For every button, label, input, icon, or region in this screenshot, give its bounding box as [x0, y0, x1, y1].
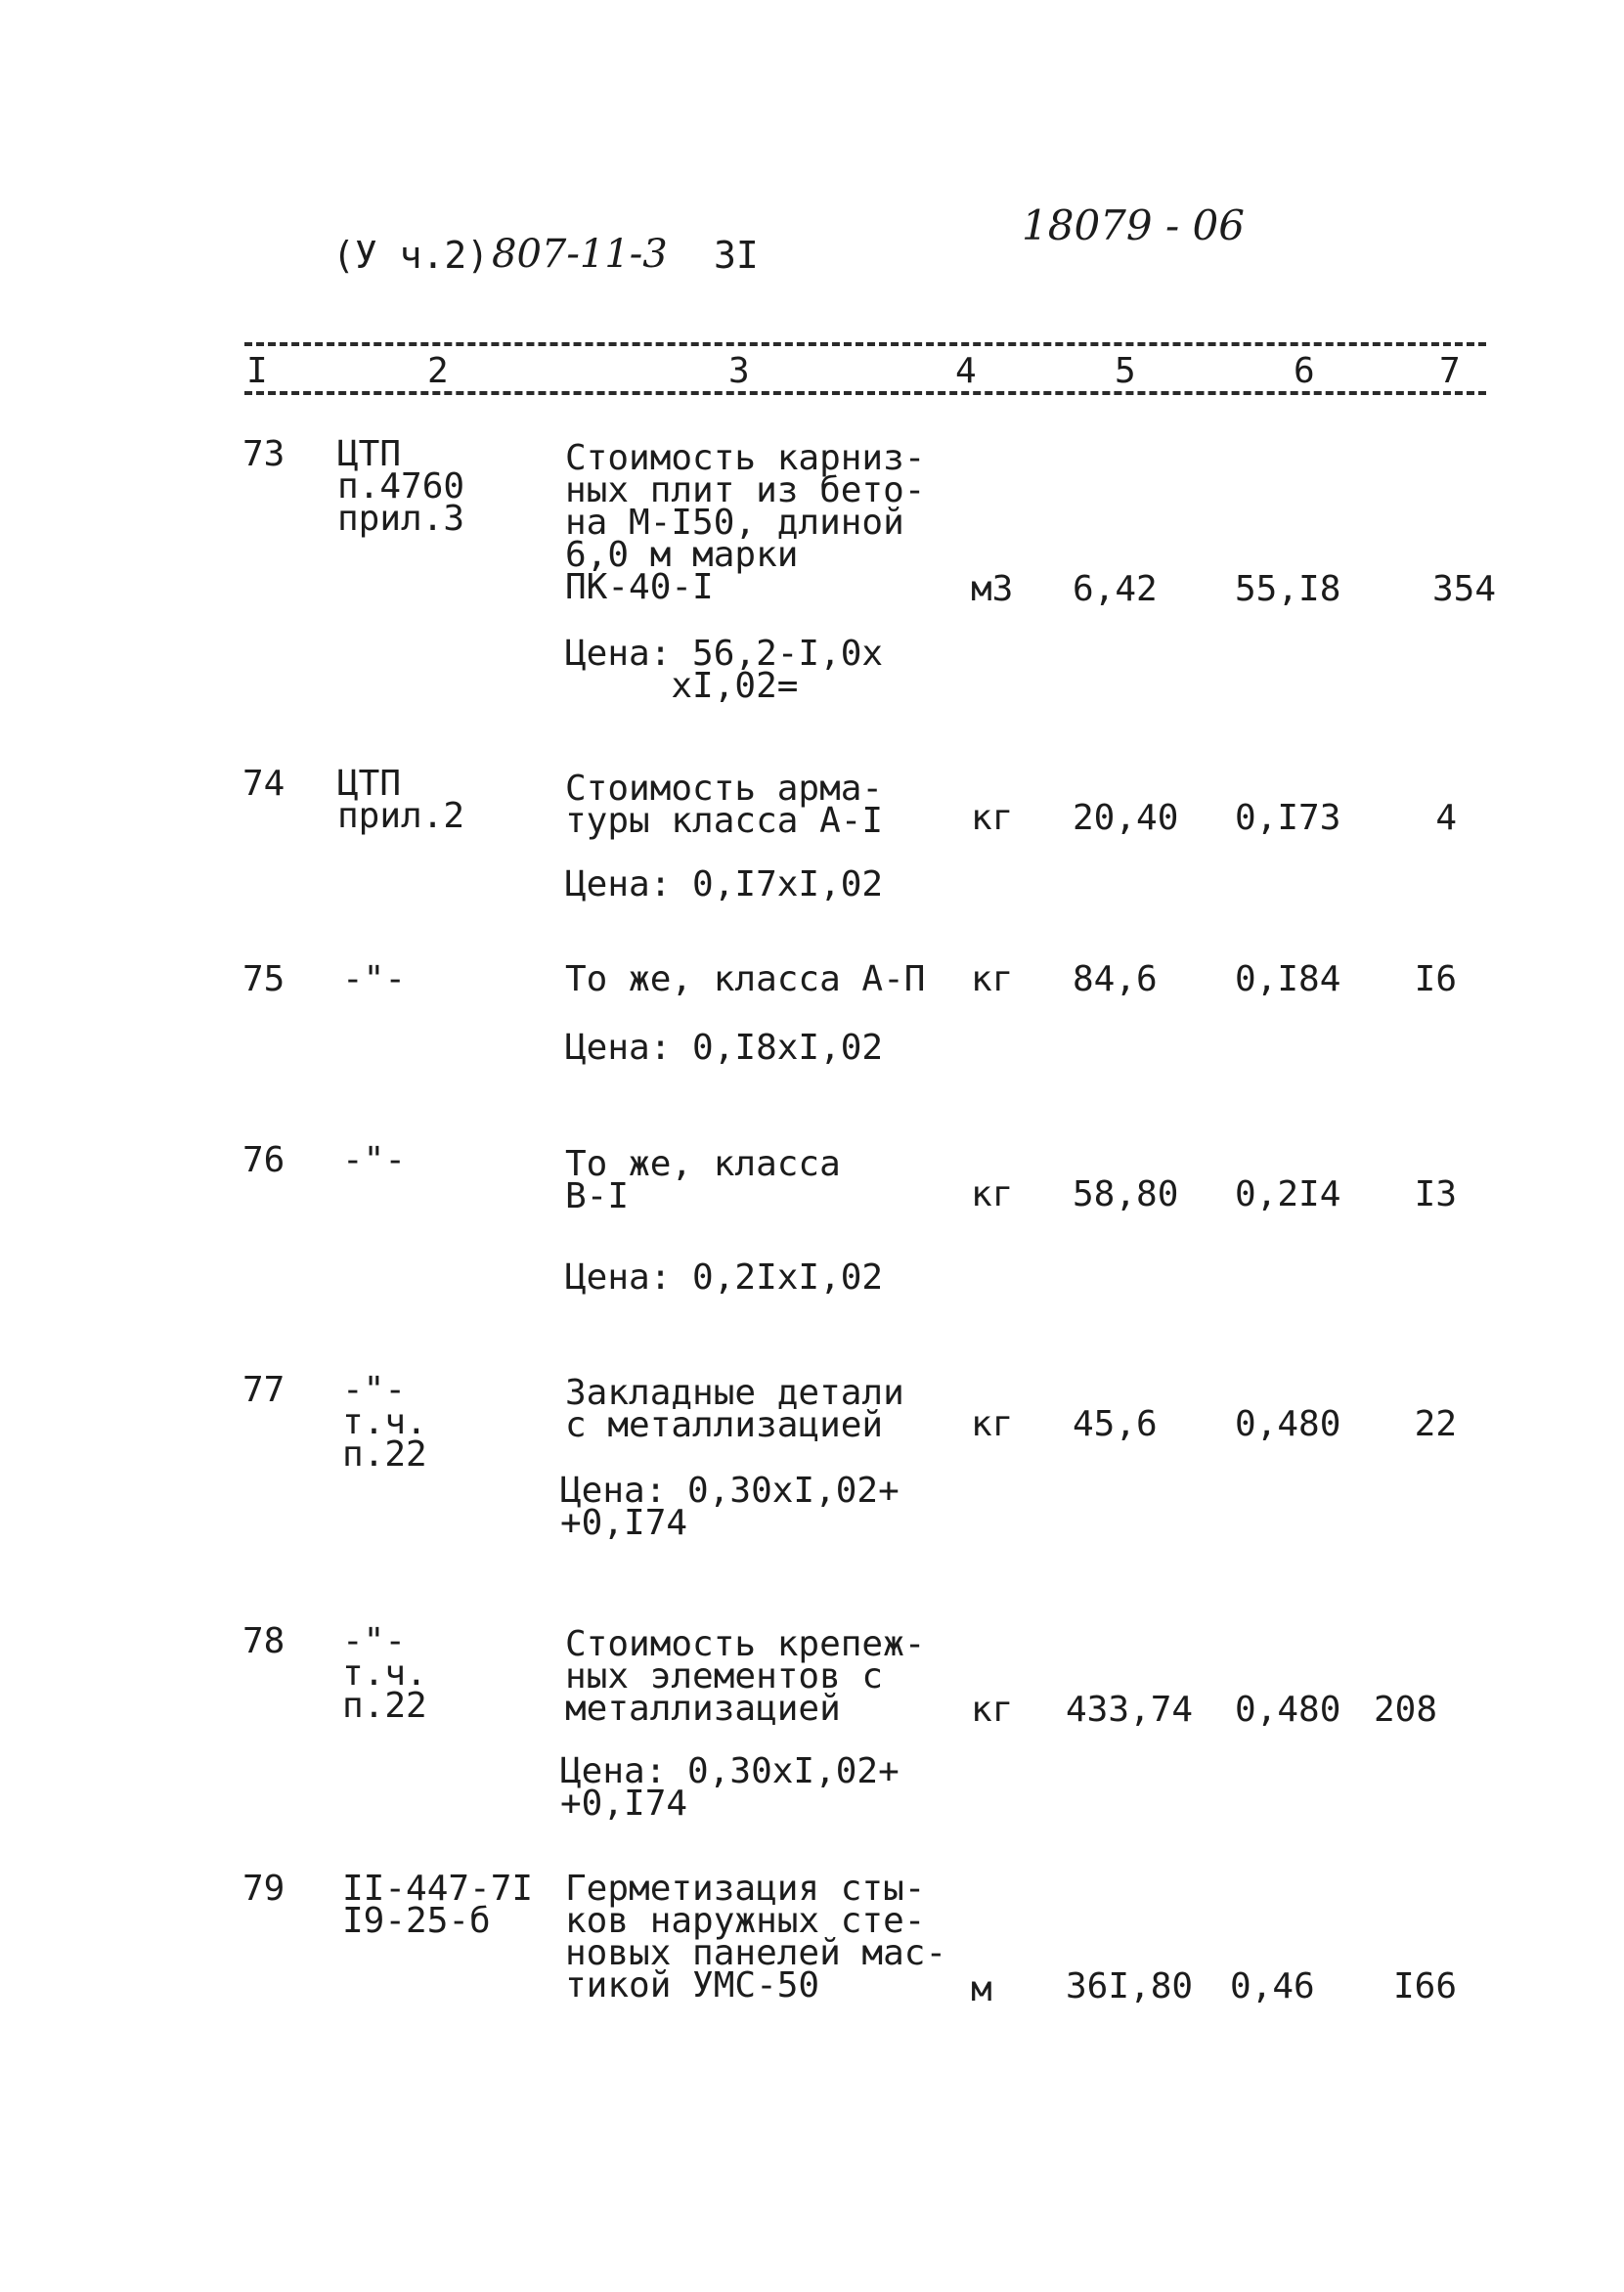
header-reference: (У ч.2) — [332, 234, 490, 277]
column-header-2: 2 — [427, 351, 449, 391]
row-unit: кг — [971, 959, 1014, 999]
row-total: 22 — [1414, 1404, 1457, 1444]
row-unit-cost: 0,480 — [1235, 1404, 1341, 1444]
row-description: Герметизация сты- ков наружных сте- новых панелей мас- тикой УМС-50 — [565, 1869, 947, 2006]
row-description: Закладные детали с металлизацией — [565, 1373, 904, 1445]
row-unit-cost: 0,46 — [1230, 1966, 1315, 2006]
column-header-1: I — [246, 351, 268, 391]
row-total: I66 — [1392, 1966, 1457, 2006]
row-source: -"- т.ч. п.22 — [342, 1370, 427, 1475]
row-unit: кг — [971, 798, 1014, 838]
row-source: -"- т.ч. п.22 — [342, 1621, 427, 1726]
row-number: 78 — [242, 1621, 285, 1661]
column-header-4: 4 — [955, 351, 977, 391]
row-source: -"- — [342, 1140, 407, 1180]
row-price-formula: Цена: 56,2-I,0х хI,02= — [565, 634, 884, 706]
column-header-5: 5 — [1115, 351, 1136, 391]
row-unit-cost: 0,2I4 — [1235, 1174, 1341, 1214]
row-description: Стоимость карниз- ных плит из бето- на М-I50, длиной 6,0 м марки ПК-40-I — [565, 438, 926, 607]
document-number: 18079 - 06 — [1022, 201, 1245, 249]
row-unit: кг — [971, 1690, 1014, 1730]
row-unit-cost: 0,I84 — [1235, 959, 1341, 999]
row-description: Стоимость крепеж- ных элементов с металлизацией — [565, 1624, 926, 1729]
column-header-7: 7 — [1439, 351, 1461, 391]
column-header-6: 6 — [1294, 351, 1315, 391]
row-source: -"- — [342, 959, 407, 999]
row-quantity: 84,6 — [1073, 959, 1158, 999]
project-code: 807-11-3 — [492, 232, 668, 277]
row-total: 4 — [1435, 798, 1457, 838]
row-price-formula: Цена: 0,I7хI,02 — [565, 864, 884, 904]
row-description: То же, класса В-I — [565, 1144, 841, 1216]
row-source: ЦТП п.4760 прил.3 — [337, 434, 465, 539]
row-description: Стоимость арма- туры класса А-I — [565, 769, 884, 841]
row-price-formula: Цена: 0,I8хI,02 — [565, 1028, 884, 1068]
row-number: 74 — [242, 764, 285, 804]
row-number: 73 — [242, 434, 285, 474]
row-unit: кг — [971, 1404, 1014, 1444]
row-unit-cost: 0,480 — [1235, 1690, 1341, 1730]
row-quantity: 6,42 — [1073, 569, 1158, 609]
row-description: То же, класса А-П — [565, 959, 926, 999]
row-quantity: 20,40 — [1073, 798, 1179, 838]
row-total: 208 — [1374, 1690, 1438, 1730]
header-rule-bottom — [244, 391, 1486, 395]
row-quantity: 45,6 — [1073, 1404, 1158, 1444]
row-unit: м3 — [971, 569, 1014, 609]
row-total: I6 — [1414, 959, 1457, 999]
page-number: 3I — [714, 234, 759, 277]
row-total: I3 — [1414, 1174, 1457, 1214]
row-price-formula: Цена: 0,30хI,02+ +0,I74 — [560, 1471, 900, 1543]
row-unit-cost: 0,I73 — [1235, 798, 1341, 838]
row-number: 79 — [242, 1869, 285, 1909]
row-number: 76 — [242, 1140, 285, 1180]
row-source: II-447-7I I9-25-б — [342, 1869, 534, 1941]
row-total: 354 — [1431, 569, 1496, 609]
row-quantity: 36I,80 — [1066, 1966, 1194, 2006]
row-unit: м — [971, 1969, 992, 2009]
row-unit: кг — [971, 1174, 1014, 1214]
row-quantity: 58,80 — [1073, 1174, 1179, 1214]
row-unit-cost: 55,I8 — [1235, 569, 1341, 609]
row-quantity: 433,74 — [1066, 1690, 1194, 1730]
row-price-formula: Цена: 0,2IхI,02 — [565, 1257, 884, 1298]
row-number: 77 — [242, 1370, 285, 1410]
row-price-formula: Цена: 0,30хI,02+ +0,I74 — [560, 1751, 900, 1824]
header-rule-top — [244, 342, 1486, 346]
row-source: ЦТП прил.2 — [337, 764, 465, 836]
row-number: 75 — [242, 959, 285, 999]
column-header-3: 3 — [728, 351, 750, 391]
